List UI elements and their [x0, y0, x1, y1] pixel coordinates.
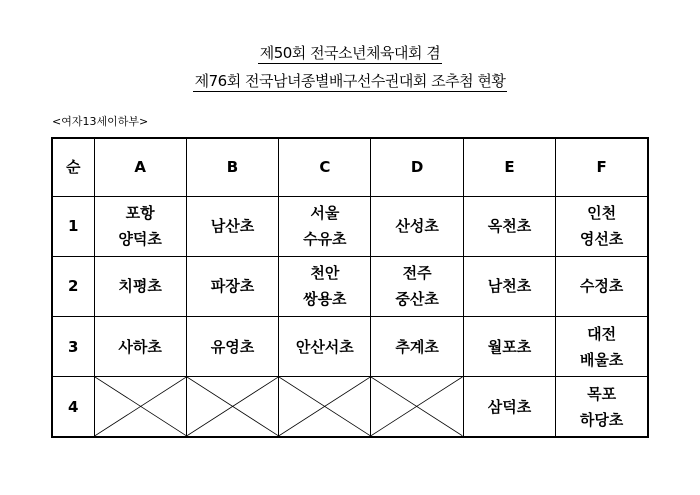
header-group-b: B [186, 138, 278, 196]
title-line-2 [0, 70, 700, 91]
team-name: 수유초 [303, 230, 347, 249]
team-name: 중산초 [395, 290, 439, 309]
header-group-f: F [556, 138, 648, 196]
empty-slot [371, 377, 463, 437]
team-cell [463, 256, 555, 316]
team-cell [463, 317, 555, 377]
table-row [52, 196, 648, 256]
team-cell [371, 317, 463, 377]
team-cell [463, 377, 555, 437]
team-name: 삼덕초 [487, 397, 532, 416]
team-cell [94, 256, 186, 316]
team-name: 월포초 [487, 337, 532, 356]
team-name: 옥천초 [487, 217, 532, 236]
row-number: 1 [52, 196, 94, 256]
team-name: 파장초 [210, 277, 255, 296]
title-line-2-text: 제76회 전국남녀종별배구선수권대회 조추첨 현황 [194, 72, 506, 90]
team-name: 하당초 [579, 410, 624, 429]
team-name: 대전 [587, 324, 617, 343]
team-name: 유영초 [210, 337, 255, 356]
table-row [52, 377, 648, 437]
team-name: 천안 [310, 264, 340, 283]
team-name: 안산서초 [295, 337, 354, 356]
draw-table [51, 137, 649, 438]
team-name: 치평초 [118, 277, 162, 296]
team-cell [94, 317, 186, 377]
team-name: 영선초 [579, 230, 624, 249]
team-cell [279, 256, 371, 316]
row-number: 4 [52, 377, 94, 437]
team-cell [371, 196, 463, 256]
team-cell [186, 256, 278, 316]
team-name: 전주 [402, 264, 432, 283]
team-name: 배울초 [579, 350, 624, 369]
team-name: 서울 [310, 204, 340, 223]
header-row [52, 138, 648, 196]
team-cell [279, 317, 371, 377]
team-name: 남천초 [487, 277, 532, 296]
team-cell [556, 317, 648, 377]
team-cell [279, 196, 371, 256]
team-name: 쌍용초 [303, 290, 347, 309]
title-line-1 [0, 42, 700, 63]
team-cell [556, 377, 648, 437]
team-name: 목포 [587, 384, 617, 403]
team-cell [94, 196, 186, 256]
title-line-1-text: 제50회 전국소년체육대회 겸 [259, 44, 441, 62]
team-name: 인천 [587, 204, 617, 223]
row-number: 3 [52, 317, 94, 377]
cross-mark-icon [187, 377, 278, 436]
cross-mark-icon [95, 377, 186, 436]
cross-mark-icon [371, 377, 462, 436]
cross-mark-icon [279, 377, 370, 436]
team-name: 수정초 [579, 277, 624, 296]
team-name: 추계초 [395, 337, 439, 356]
team-cell [556, 256, 648, 316]
division-subtitle: <여자13세이하부> [52, 115, 149, 128]
empty-slot [94, 377, 186, 437]
team-cell [463, 196, 555, 256]
empty-slot [186, 377, 278, 437]
table-row [52, 317, 648, 377]
team-name: 사하초 [118, 337, 162, 356]
team-name: 포항 [125, 204, 155, 223]
team-cell [186, 196, 278, 256]
team-cell [556, 196, 648, 256]
team-name: 양덕초 [118, 230, 162, 249]
team-name: 남산초 [210, 217, 255, 236]
team-cell [186, 317, 278, 377]
team-name: 산성초 [395, 217, 439, 236]
header-group-e: E [463, 138, 555, 196]
header-group-c: C [279, 138, 371, 196]
header-group-d: D [371, 138, 463, 196]
empty-slot [279, 377, 371, 437]
header-group-a: A [94, 138, 186, 196]
row-number: 2 [52, 256, 94, 316]
team-cell [371, 256, 463, 316]
header-order: 순 [52, 138, 94, 196]
table-row [52, 256, 648, 316]
